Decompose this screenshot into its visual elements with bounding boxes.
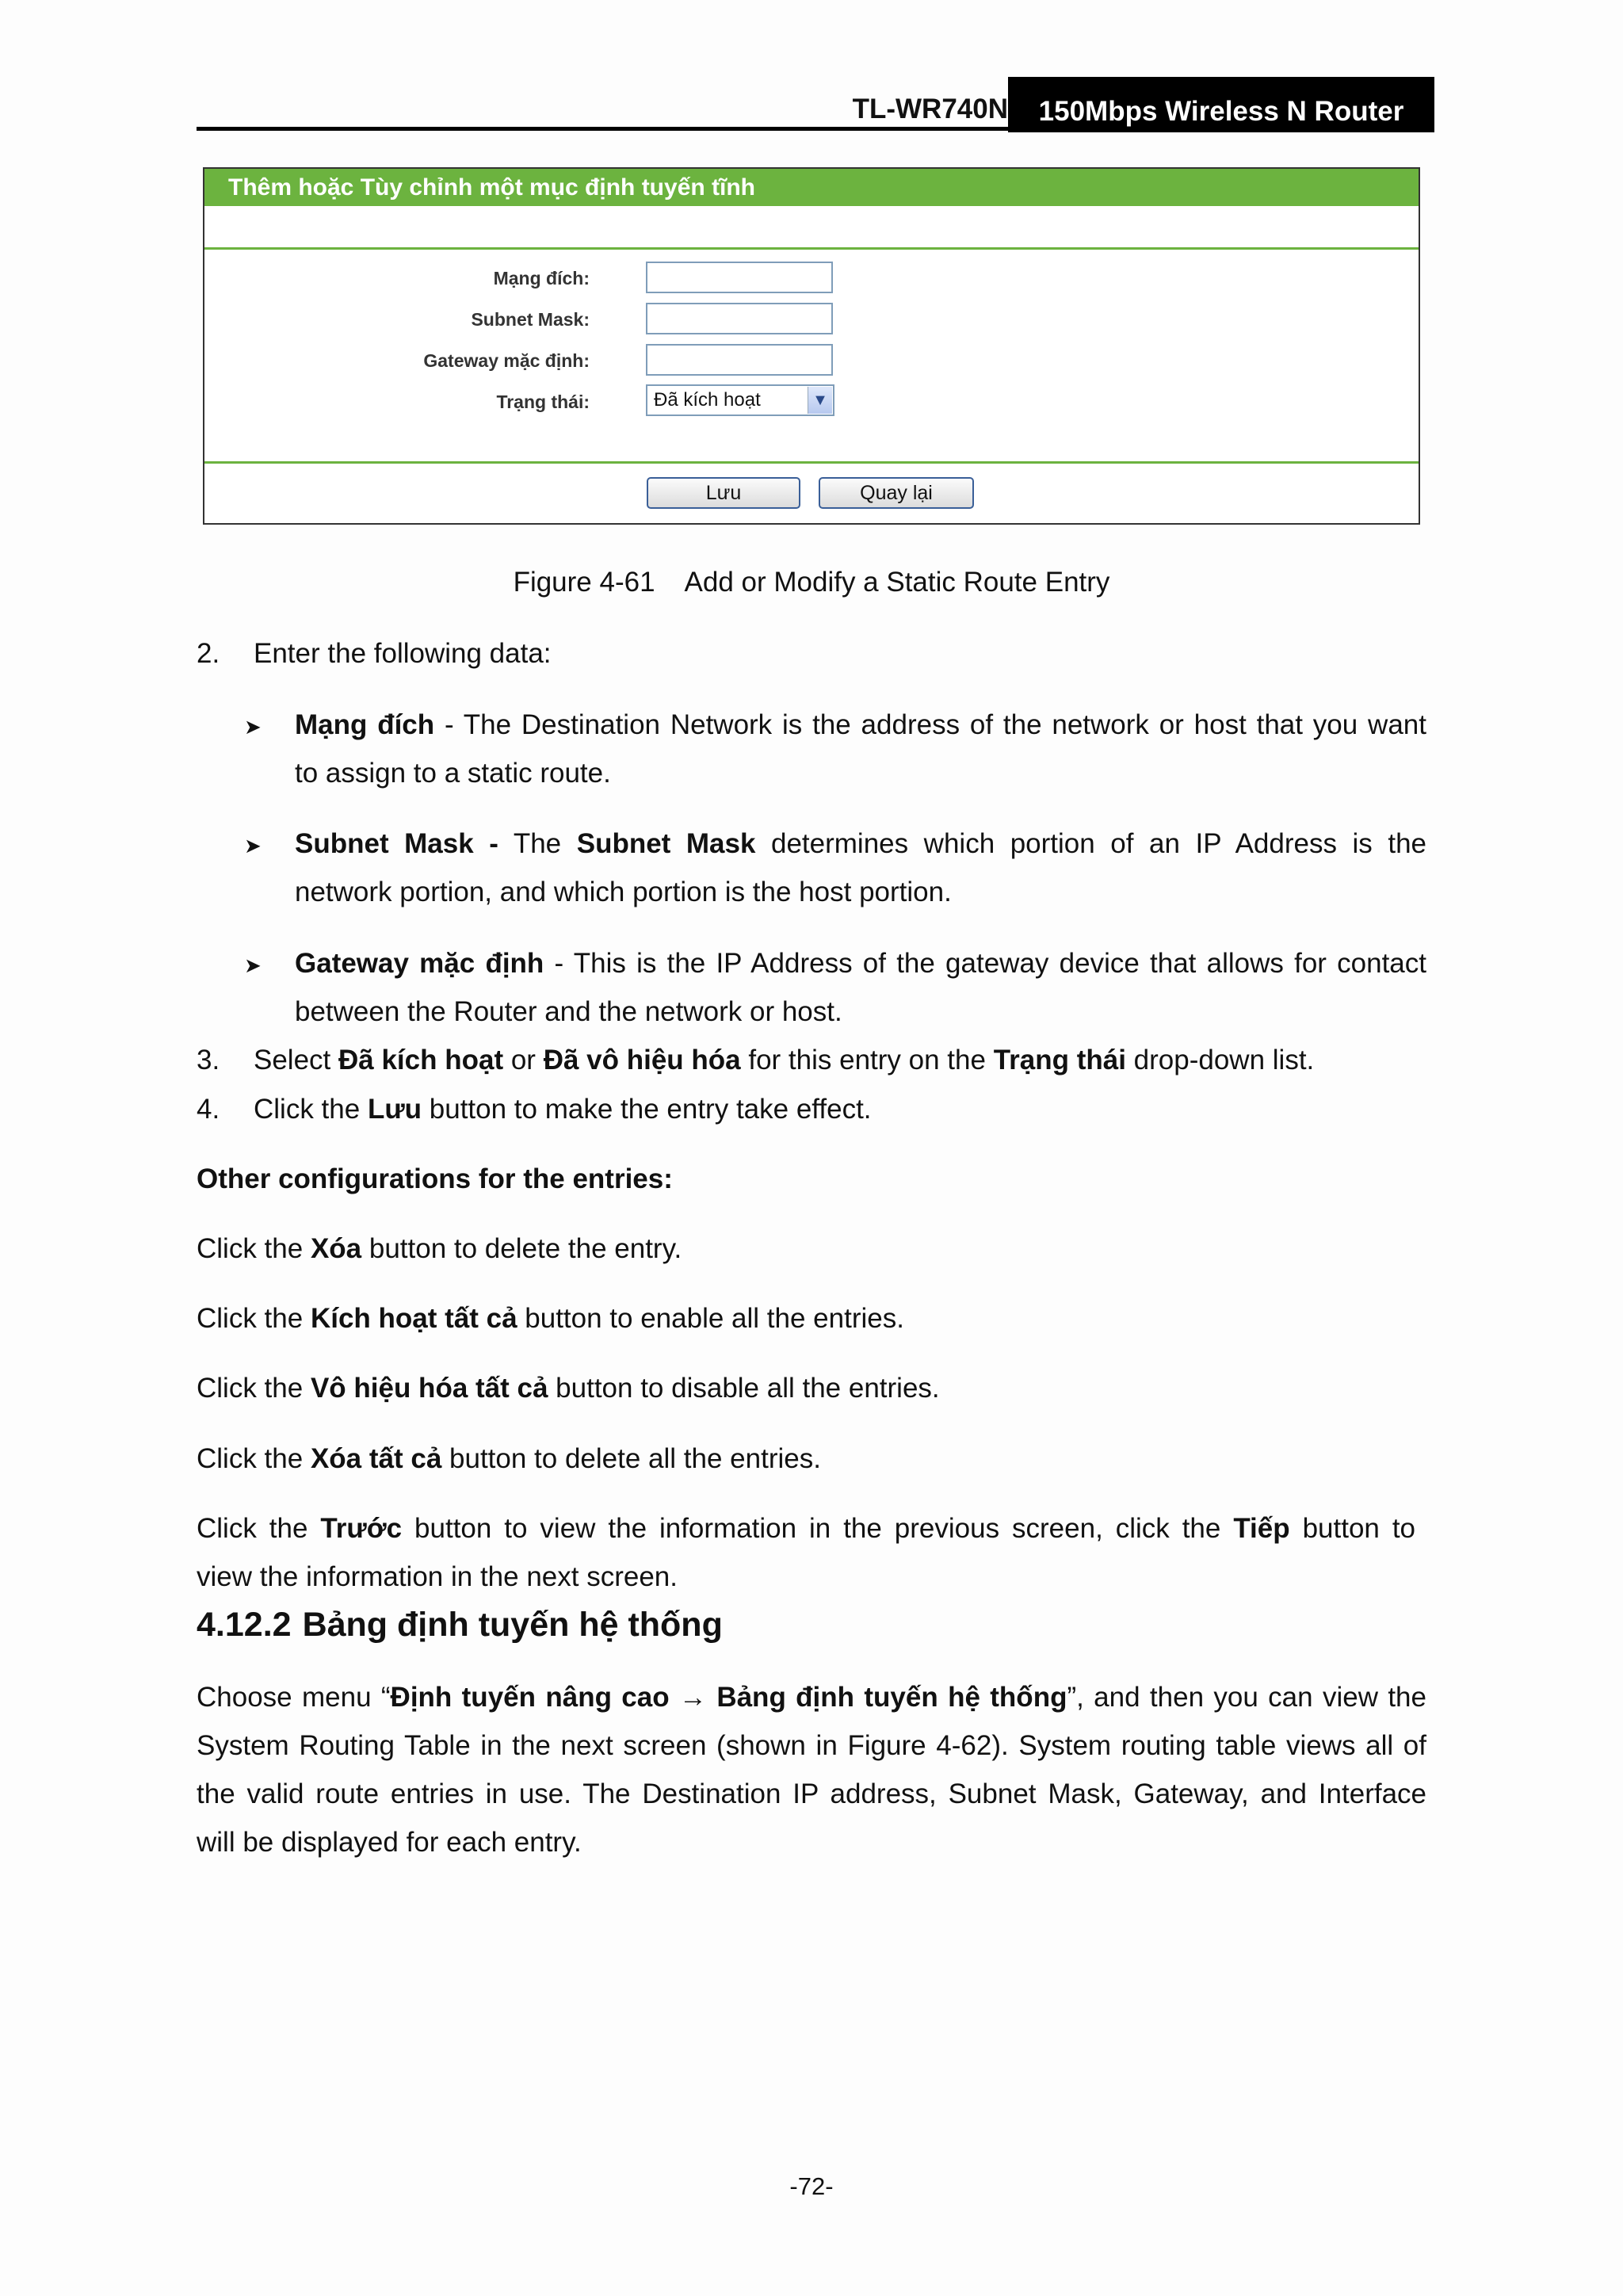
step-text: Select Đã kích hoạt or Đã vô hiệu hóa for this entry on the Trạng thái drop-down list. [254, 1045, 1315, 1075]
back-button[interactable]: Quay lại [819, 477, 974, 509]
step-text: Click the Lưu button to make the entry take effect. [254, 1094, 872, 1125]
page-number: -72- [789, 2172, 834, 2200]
step-number: 2. [197, 638, 220, 669]
other-line: Click the Kích hoạt tất cả button to enable all the entries. [197, 1303, 904, 1334]
section-paragraph: Choose menu “Định tuyến nâng cao → Bảng định tuyến hệ thống”, and then you can view the [197, 1682, 1426, 1713]
header-model: TL-WR740N [852, 94, 1008, 124]
other-paragraph-cont: view the information in the next screen. [197, 1561, 678, 1592]
step-text: Enter the following data: [254, 638, 552, 669]
step-number: 4. [197, 1094, 220, 1125]
status-select[interactable] [646, 384, 834, 416]
other-paragraph: Click the Trước button to view the information in the previous screen, click the Tiếp button to [197, 1513, 1416, 1544]
panel-title: Thêm hoặc Tùy chỉnh một mục định tuyến tĩnh [204, 169, 1419, 206]
save-button[interactable]: Lưu [647, 477, 800, 509]
header-rule [197, 127, 1434, 131]
status-select-value: Đã kích hoạt [654, 389, 761, 411]
section-number: 4.12.2 [197, 1606, 292, 1644]
bullet-paragraph-cont: to assign to a static route. [295, 758, 611, 789]
section-title: Bảng định tuyến hệ thống [302, 1606, 723, 1644]
other-line: Click the Vô hiệu hóa tất cả button to disable all the entries. [197, 1373, 940, 1404]
subnet-mask-input[interactable] [646, 303, 833, 334]
section-paragraph-line: will be displayed for each entry. [197, 1827, 582, 1858]
other-line: Click the Xóa tất cả button to delete all the entries. [197, 1443, 821, 1474]
static-route-panel [203, 167, 1420, 525]
header-product [1008, 77, 1434, 132]
dest-network-input[interactable] [646, 262, 833, 293]
bullet-arrow-icon: ➤ [244, 834, 262, 858]
dest-network-label: Mạng đích: [493, 268, 590, 288]
other-heading: Other configurations for the entries: [197, 1163, 673, 1194]
header-product-text: 150Mbps Wireless N Router [1038, 96, 1404, 127]
panel-divider-bottom [204, 461, 1419, 464]
section-paragraph-line: the valid route entries in use. The Destination IP address, Subnet Mask, Gateway, and Interface [197, 1778, 1426, 1809]
bullet-paragraph-cont: network portion, and which portion is the host portion. [295, 877, 952, 907]
step-number: 3. [197, 1045, 220, 1075]
bullet-paragraph: Mạng đích - The Destination Network is the address of the network or host that you want [295, 709, 1426, 740]
status-label: Trạng thái: [496, 392, 590, 412]
gateway-input[interactable] [646, 344, 833, 376]
figure-caption: Figure 4-61 Add or Modify a Static Route Entry [513, 567, 1110, 598]
gateway-label: Gateway mặc định: [423, 350, 590, 371]
bullet-arrow-icon: ➤ [244, 715, 262, 739]
bullet-paragraph: Subnet Mask - The Subnet Mask determines which portion of an IP Address is the [295, 828, 1426, 859]
bullet-paragraph-cont: between the Router and the network or host. [295, 996, 842, 1027]
subnet-mask-label: Subnet Mask: [471, 309, 590, 330]
section-heading [197, 1606, 723, 1644]
bullet-arrow-icon: ➤ [244, 953, 262, 977]
panel-divider-top [204, 247, 1419, 250]
section-paragraph-line: System Routing Table in the next screen (shown in Figure 4-62). System routing table views all of [197, 1730, 1426, 1761]
bullet-paragraph: Gateway mặc định - This is the IP Address of the gateway device that allows for contact [295, 948, 1426, 979]
other-line: Click the Xóa button to delete the entry. [197, 1233, 682, 1264]
chevron-down-icon[interactable]: ▼ [808, 387, 832, 414]
